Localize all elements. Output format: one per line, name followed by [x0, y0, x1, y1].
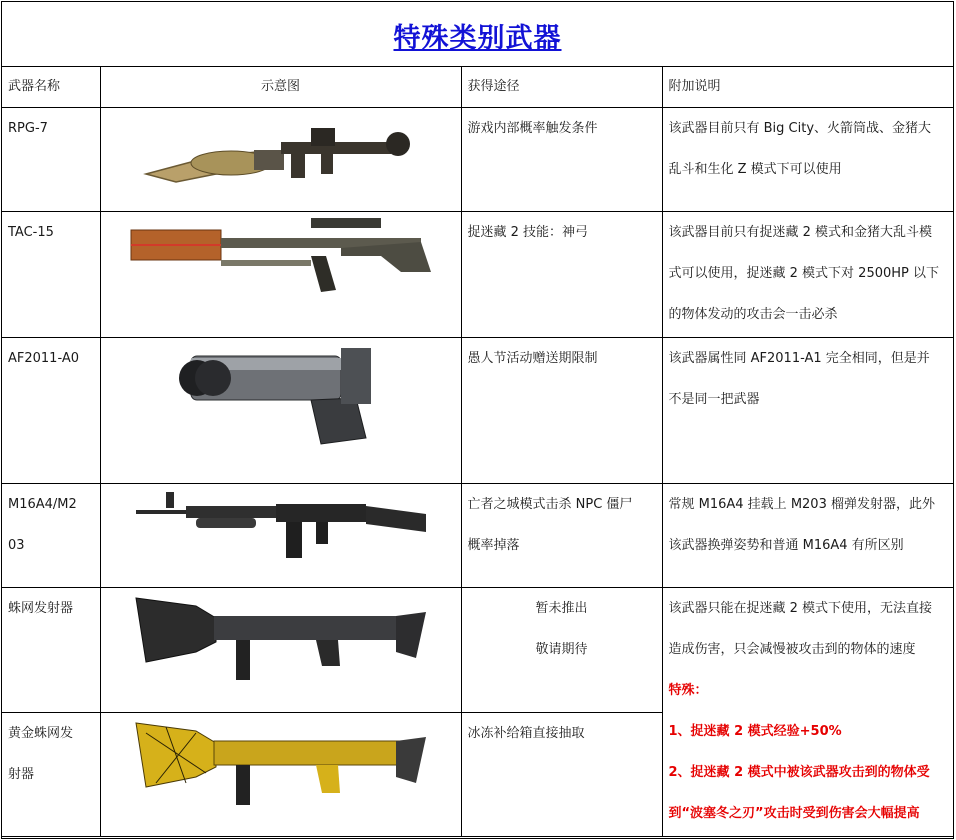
- page-title[interactable]: 特殊类别武器: [393, 23, 562, 54]
- weapon-image-web-launcher: [100, 588, 461, 713]
- header-image: 示意图: [100, 66, 461, 108]
- weapon-image-gold-web-launcher: [100, 713, 461, 837]
- special-label: 特殊：: [668, 683, 708, 698]
- weapon-name: [2, 484, 100, 588]
- tac15-icon: [121, 212, 441, 306]
- weapon-name-line: 射器: [8, 767, 35, 782]
- note-line: 造成伤害，只会减慢被攻击到的物体的速度: [668, 642, 916, 657]
- weapon-source: [461, 484, 662, 588]
- source-line: 概率掉落: [467, 538, 520, 553]
- web-launcher-icon: [126, 588, 436, 688]
- rpg7-icon: [136, 108, 426, 196]
- weapon-source: 冰冻补给箱直接抽取: [461, 713, 662, 837]
- header-name: 武器名称: [2, 66, 100, 108]
- weapon-note: [662, 212, 953, 338]
- table-header-row: [2, 66, 953, 108]
- weapon-name-line: 黄金蛛网发: [8, 726, 74, 741]
- weapon-name-line: 03: [8, 538, 25, 553]
- weapon-table: [2, 66, 953, 837]
- header-note: 附加说明: [662, 66, 953, 108]
- weapon-source: 愚人节活动赠送期限制: [461, 338, 662, 484]
- weapon-source: [461, 588, 662, 713]
- table-row: [2, 484, 953, 588]
- weapon-note: [662, 338, 953, 484]
- note-line: 乱斗和生化 Z 模式下可以使用: [668, 162, 842, 177]
- weapon-name: TAC-15: [2, 212, 100, 338]
- weapon-name: 蛛网发射器: [2, 588, 100, 713]
- special-item: 1、捉迷藏 2 模式经验+50%: [668, 724, 842, 739]
- weapon-note: [662, 108, 953, 212]
- m16a4-icon: [126, 484, 436, 568]
- header-source: 获得途径: [461, 66, 662, 108]
- weapon-source: 捉迷藏 2 技能：神弓: [461, 212, 662, 338]
- note-line: 的物体发动的攻击会一击必杀: [668, 307, 838, 322]
- note-line: 不是同一把武器: [668, 392, 760, 407]
- note-line: 常规 M16A4 挂载上 M203 榴弹发射器，此外: [668, 497, 935, 512]
- weapon-note: [662, 484, 953, 588]
- weapon-name: AF2011-A0: [2, 338, 100, 484]
- weapon-image-tac15: [100, 212, 461, 338]
- table-row: [2, 588, 953, 713]
- note-line: 式可以使用，捉迷藏 2 模式下对 2500HP 以下: [668, 266, 939, 281]
- weapon-image-af2011: [100, 338, 461, 484]
- note-line: 该武器属性同 AF2011-A1 完全相同，但是并: [668, 351, 930, 366]
- weapon-source: 游戏内部概率触发条件: [461, 108, 662, 212]
- table-row: [2, 338, 953, 484]
- table-row: [2, 212, 953, 338]
- special-item: 2、捉迷藏 2 模式中被该武器攻击到的物体受: [668, 765, 930, 780]
- gold-web-launcher-icon: [126, 713, 436, 813]
- special-item: 到“波塞冬之刃”攻击时受到伤害会大幅提高: [668, 806, 920, 821]
- weapon-name: [2, 713, 100, 837]
- table-row: [2, 108, 953, 212]
- source-line: 敬请期待: [535, 642, 588, 657]
- source-line: 暂未推出: [535, 601, 588, 616]
- weapon-name-line: M16A4/M2: [8, 497, 77, 512]
- note-line: 该武器目前只有 Big City、火箭筒战、金猪大: [668, 121, 932, 136]
- weapon-image-m16a4: [100, 484, 461, 588]
- note-line: 该武器目前只有捉迷藏 2 模式和金猪大乱斗模: [668, 225, 933, 240]
- note-line: 该武器换弹姿势和普通 M16A4 有所区别: [668, 538, 904, 553]
- weapon-name: RPG-7: [2, 108, 100, 212]
- weapon-table-frame: [1, 1, 954, 839]
- weapon-note-web-launchers: [662, 588, 953, 837]
- af2011-icon: [171, 338, 391, 448]
- note-line: 该武器只能在捉迷藏 2 模式下使用，无法直接: [668, 601, 933, 616]
- source-line: 亡者之城模式击杀 NPC 僵尸: [467, 497, 633, 512]
- title-bar: [2, 2, 953, 67]
- weapon-image-rpg7: [100, 108, 461, 212]
